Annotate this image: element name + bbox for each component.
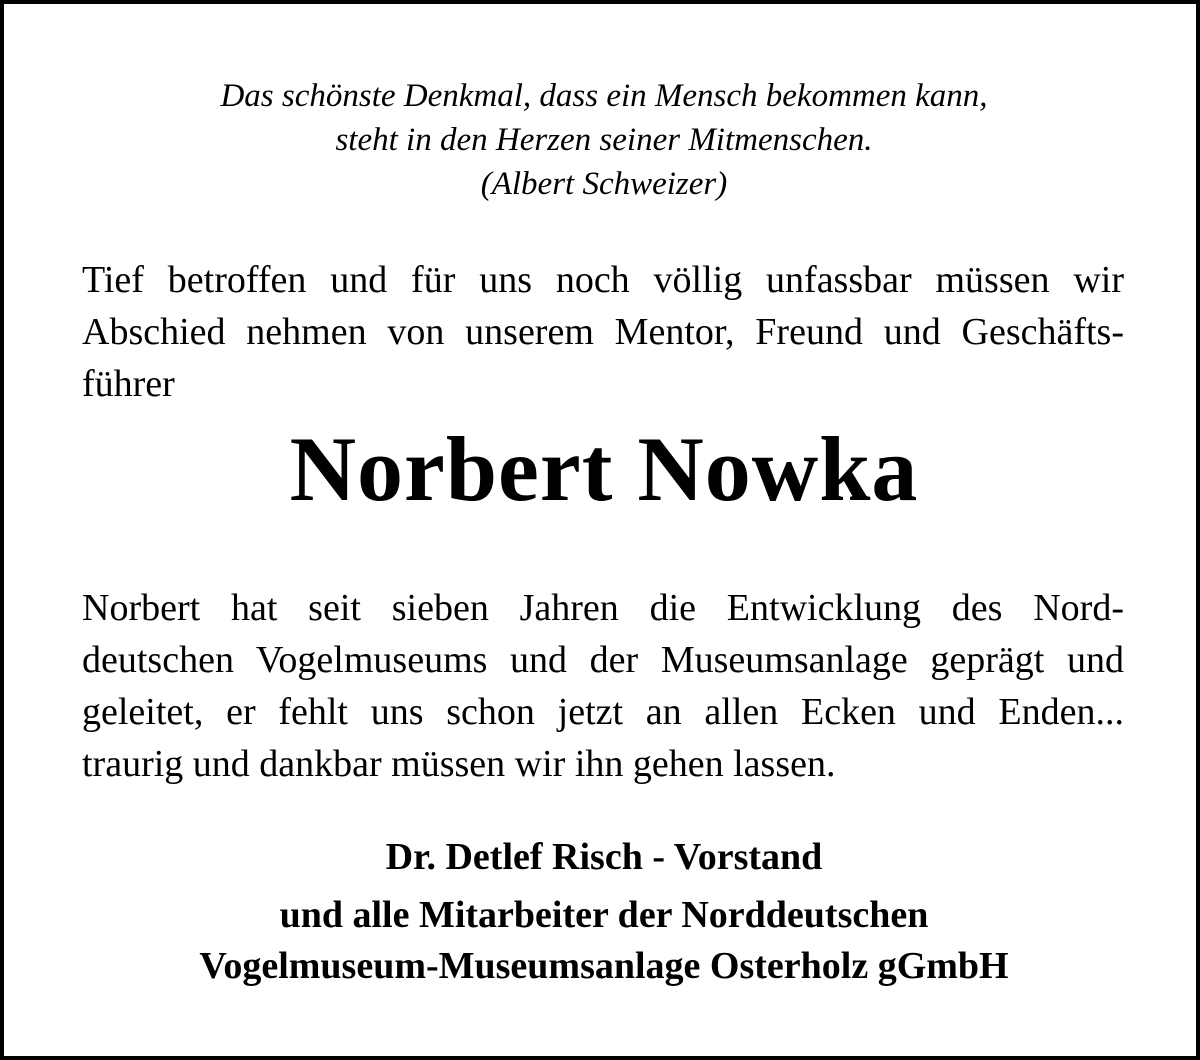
tribute-line: geleitet, er fehlt uns schon jetzt an allen Ecken und Enden... <box>82 691 1124 733</box>
quote-line: Das schönste Denkmal, dass ein Mensch bekommen kann, <box>220 78 988 114</box>
quote-author: (Albert Schweizer) <box>480 166 728 202</box>
quote-line: steht in den Herzen seiner Mitmenschen. <box>335 122 873 158</box>
tribute-line: Norbert hat seit sieben Jahren die Entwicklung des Nord- <box>82 587 1124 629</box>
signature-staff: und alle Mitarbeiter der Norddeutschen <box>279 894 929 936</box>
signature-board: Dr. Detlef Risch - Vorstand <box>385 836 823 878</box>
tribute-line: traurig und dankbar müssen wir ihn gehen lassen. <box>82 743 836 785</box>
signature-organization: Vogelmuseum-Museumsanlage Osterholz gGmbH <box>199 945 1009 987</box>
intro-paragraph <box>82 254 1124 410</box>
tribute-line: deutschen Vogelmuseums und der Museumsanlage geprägt und <box>82 639 1124 681</box>
intro-line: Tief betroffen und für uns noch völlig unfassbar müssen wir <box>82 259 1124 301</box>
intro-line: führer <box>82 363 175 405</box>
deceased-name: Norbert Nowka <box>289 418 919 520</box>
tribute-paragraph <box>82 582 1124 790</box>
intro-line: Abschied nehmen von unserem Mentor, Freund und Geschäfts- <box>82 311 1124 353</box>
signature-block <box>4 832 1200 992</box>
quote-block <box>4 74 1200 206</box>
